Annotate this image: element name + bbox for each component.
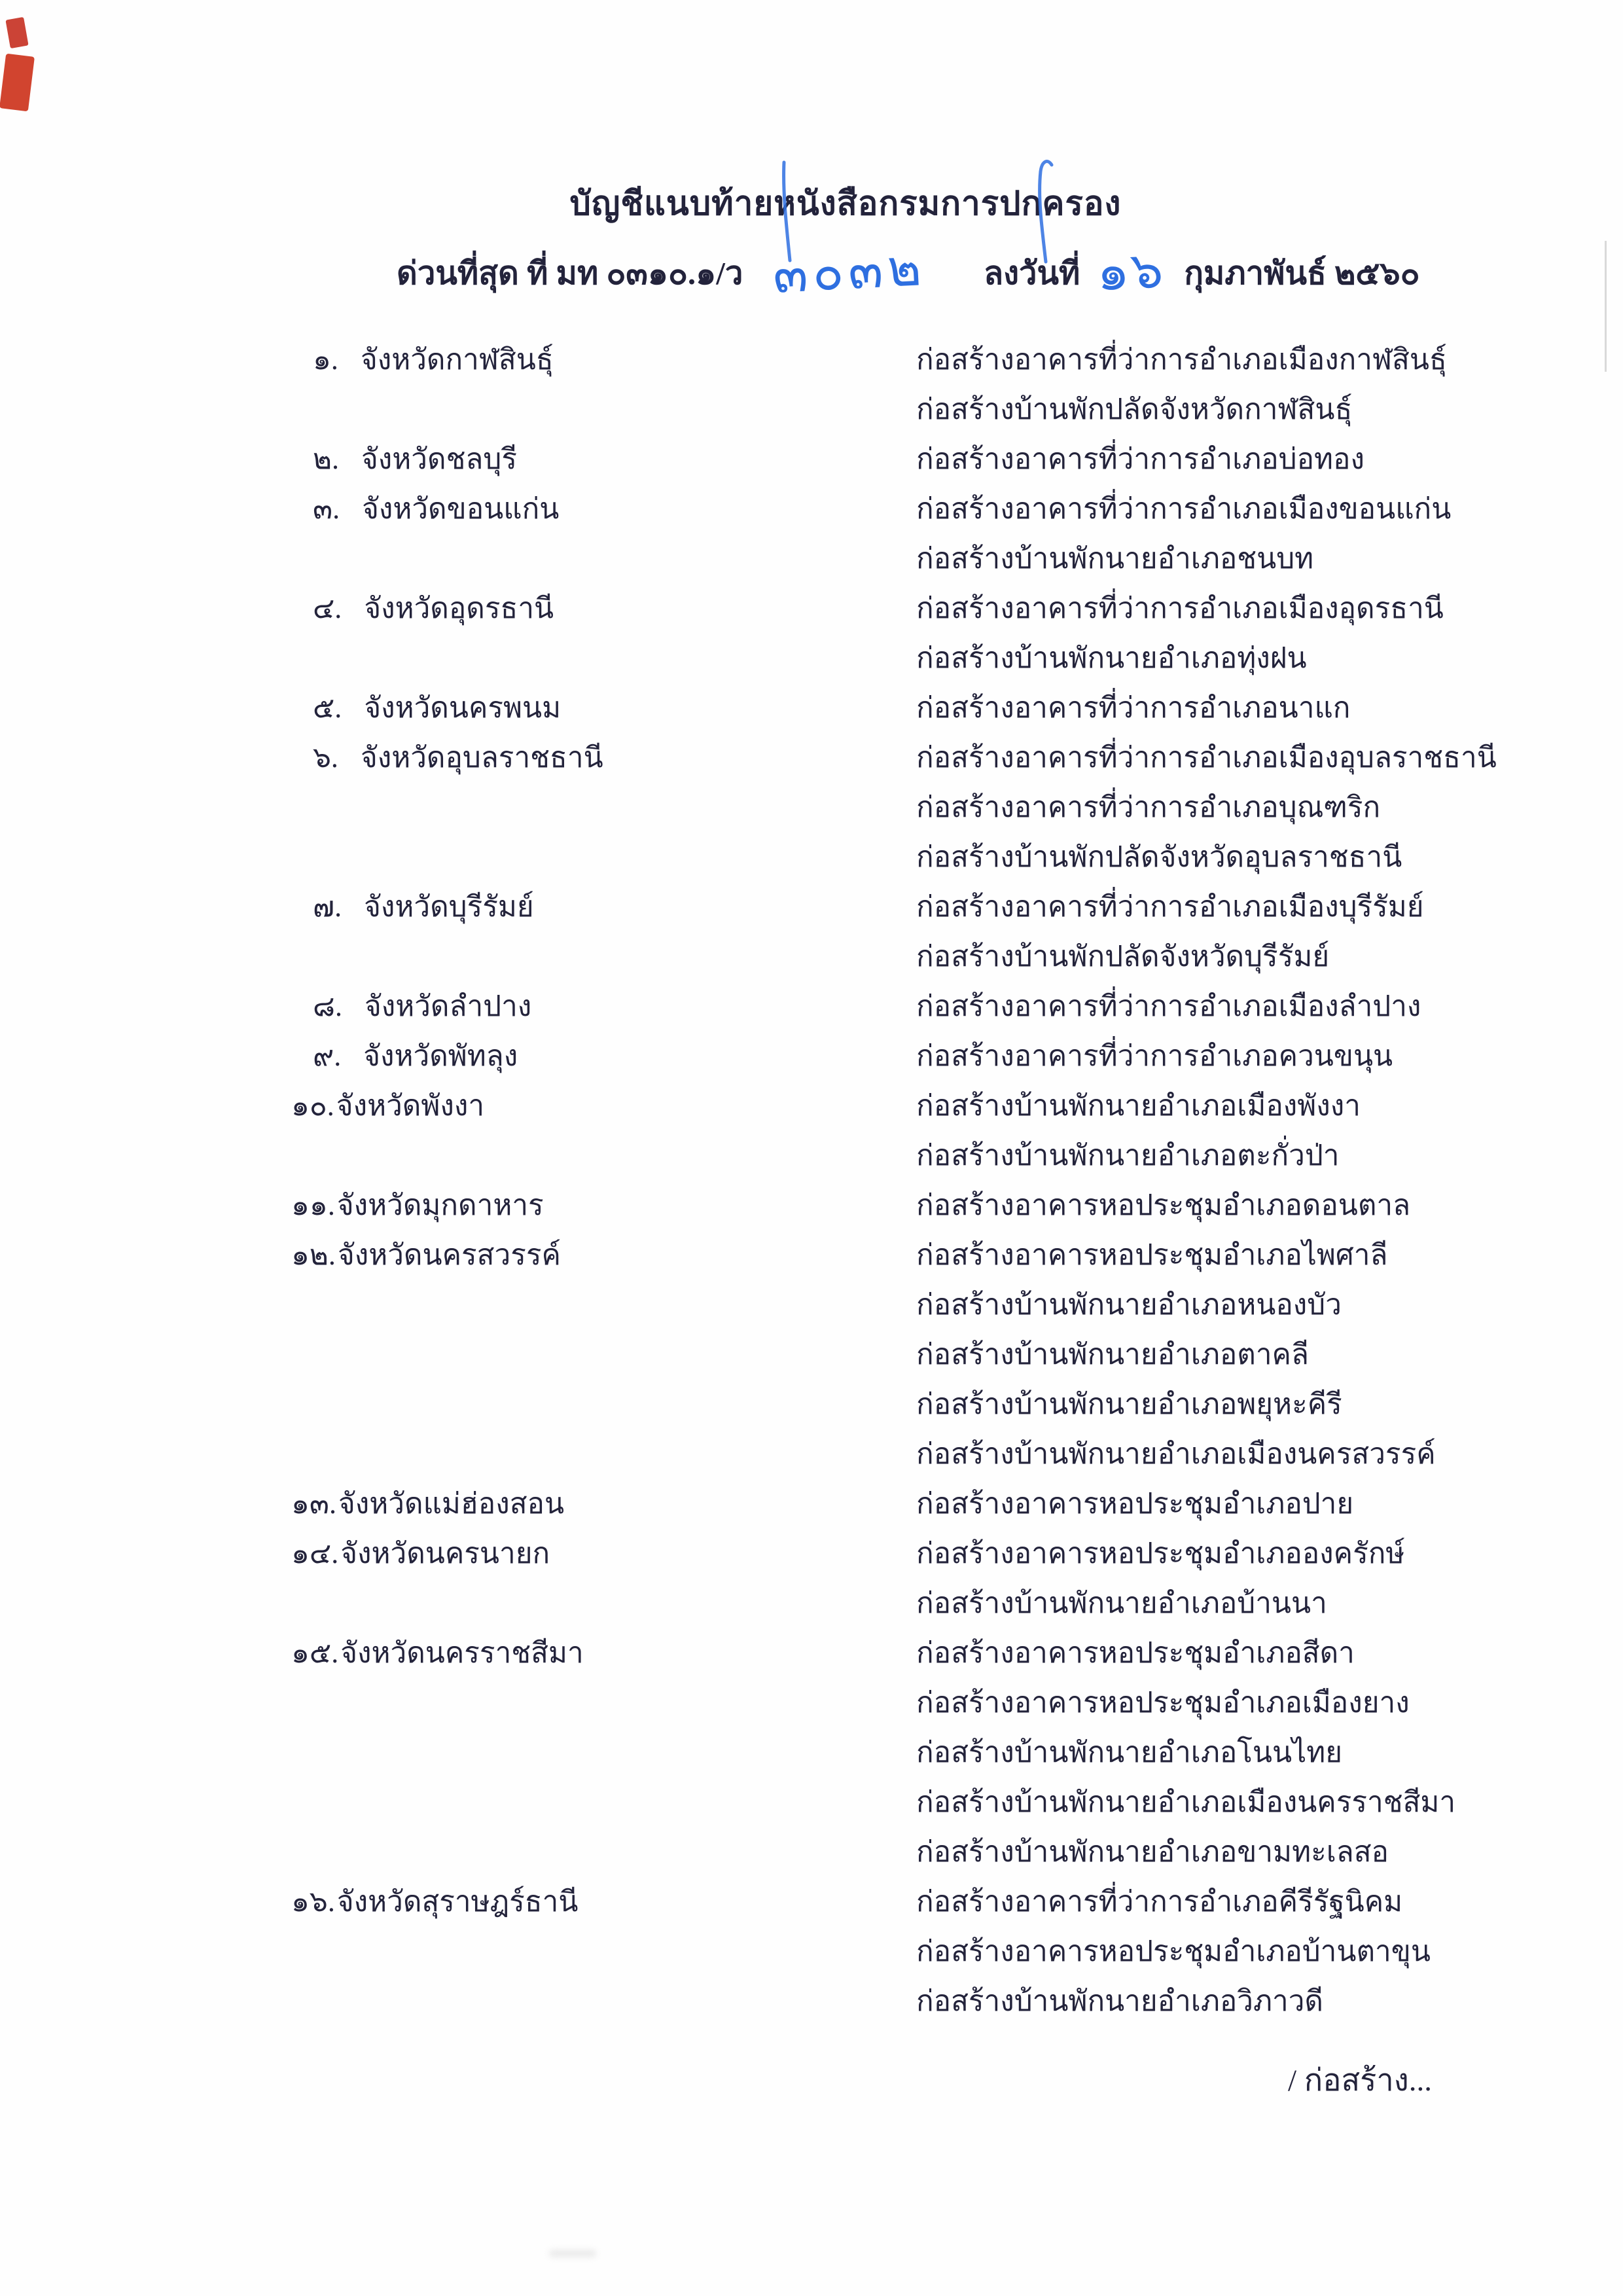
list-row — [0, 1083, 1623, 1132]
project-text: ก่อสร้างบ้านพักปลัดจังหวัดบุรีรัมย์ — [916, 941, 1330, 973]
list-row — [0, 834, 1623, 884]
project-cell — [916, 486, 1623, 531]
project-cell — [916, 1878, 1623, 1924]
project-text: ก่อสร้างอาคารที่ว่าการอำเภอเมืองกาฬสินธุ์ — [916, 344, 1447, 376]
province-name: จังหวัดแม่ฮ่องสอน — [338, 1488, 565, 1520]
item-number: ๙. — [313, 1040, 342, 1072]
province-name: จังหวัดนครสวรรค์ — [337, 1239, 561, 1271]
red-stamp-block-bottom — [0, 54, 35, 112]
province-cell — [0, 1232, 916, 1278]
item-number: ๓. — [313, 493, 340, 525]
project-text: ก่อสร้างอาคารหอประชุมอำเภอดอนตาล — [916, 1189, 1411, 1221]
list-row — [0, 1381, 1623, 1431]
project-text: ก่อสร้างบ้านพักนายอำเภอตาคลี — [916, 1338, 1309, 1371]
province-cell — [0, 734, 916, 780]
list-row — [0, 1282, 1623, 1331]
project-cell — [916, 734, 1623, 780]
item-number: ๑๒. — [291, 1239, 336, 1271]
list-row — [0, 1580, 1623, 1630]
project-cell — [916, 784, 1623, 830]
project-text: ก่อสร้างอาคารหอประชุมอำเภอไพศาลี — [916, 1239, 1388, 1271]
item-number: ๑๐. — [291, 1090, 334, 1122]
red-stamp-mark — [0, 12, 46, 130]
ref-prefix: ด่วนที่สุด ที่ มท ๐๓๑๐.๑/ว — [397, 255, 743, 291]
project-cell — [916, 933, 1623, 979]
project-text: ก่อสร้างอาคารหอประชุมอำเภอบ้านตาขุน — [916, 1935, 1431, 1967]
province-name: จังหวัดกาฬสินธุ์ — [360, 344, 554, 376]
item-number: ๑๑. — [291, 1189, 335, 1221]
project-cell — [916, 1978, 1623, 2024]
project-cell — [916, 1331, 1623, 1377]
item-number: ๔. — [313, 592, 342, 624]
list-row — [0, 685, 1623, 734]
project-text: ก่อสร้างอาคารที่ว่าการอำเภอเมืองขอนแก่น — [916, 493, 1452, 525]
list-row — [0, 1928, 1623, 1978]
project-cell — [916, 884, 1623, 929]
list-row — [0, 486, 1623, 535]
project-text: ก่อสร้างอาคารที่ว่าการอำเภอเมืองอุบลราชธานี — [916, 742, 1497, 774]
project-text: ก่อสร้างบ้านพักนายอำเภอทุ่งฝน — [916, 642, 1307, 674]
project-cell — [916, 983, 1623, 1029]
project-cell — [916, 1829, 1623, 1874]
province-cell — [0, 1182, 916, 1228]
province-name: จังหวัดอุดรธานี — [364, 592, 554, 624]
project-text: ก่อสร้างบ้านพักนายอำเภอขามทะเลสอ — [916, 1836, 1389, 1868]
project-cell — [916, 1630, 1623, 1676]
province-cell — [0, 1083, 916, 1128]
list-row — [0, 1530, 1623, 1580]
handwritten-day-number: ๑๖ — [1096, 241, 1166, 302]
list-row — [0, 983, 1623, 1033]
ref-date-label: ลงวันที่ — [984, 255, 1080, 291]
item-number: ๑๕. — [291, 1637, 339, 1669]
item-number: ๑๔. — [291, 1537, 339, 1570]
province-cell — [0, 336, 916, 382]
province-name: จังหวัดอุบลราชธานี — [360, 742, 603, 774]
project-text: ก่อสร้างอาคารที่ว่าการอำเภอเมืองอุดรธานี — [916, 592, 1444, 624]
province-cell — [0, 486, 916, 531]
province-cell — [0, 1878, 916, 1924]
province-name: จังหวัดนครพนม — [364, 692, 562, 724]
list-row — [0, 884, 1623, 933]
project-cell — [916, 535, 1623, 581]
project-text: ก่อสร้างอาคารที่ว่าการอำเภอคีรีรัฐนิคม — [916, 1886, 1403, 1918]
list-row — [0, 1829, 1623, 1878]
project-cell — [916, 1679, 1623, 1725]
project-text: ก่อสร้างบ้านพักปลัดจังหวัดกาฬสินธุ์ — [916, 393, 1353, 425]
project-cell — [916, 1381, 1623, 1427]
project-text: ก่อสร้างอาคารที่ว่าการอำเภอควนขนุน — [916, 1040, 1393, 1072]
province-name: จังหวัดมุกดาหาร — [336, 1189, 544, 1221]
list-row — [0, 1033, 1623, 1083]
list-row — [0, 1331, 1623, 1381]
province-cell — [0, 1480, 916, 1526]
item-number: ๑๖. — [291, 1886, 335, 1918]
ref-month-year: กุมภาพันธ์ ๒๕๖๐ — [1184, 255, 1420, 291]
list-row — [0, 436, 1623, 486]
province-cell — [0, 1630, 916, 1676]
list-row — [0, 933, 1623, 983]
project-text: ก่อสร้างบ้านพักนายอำเภอหนองบัว — [916, 1289, 1342, 1321]
project-cell — [916, 1282, 1623, 1327]
project-text: ก่อสร้างอาคารที่ว่าการอำเภอเมืองลำปาง — [916, 990, 1421, 1022]
project-text: ก่อสร้างอาคารที่ว่าการอำเภอบ่อทอง — [916, 443, 1364, 475]
list-row — [0, 1779, 1623, 1829]
project-text: ก่อสร้างอาคารที่ว่าการอำเภอนาแก — [916, 692, 1351, 724]
province-name: จังหวัดพัทลุง — [363, 1040, 518, 1072]
project-cell — [916, 685, 1623, 730]
list-row — [0, 1182, 1623, 1232]
province-cell — [0, 884, 916, 929]
province-name: จังหวัดสุราษฎร์ธานี — [336, 1886, 579, 1918]
project-text: ก่อสร้างอาคารหอประชุมอำเภอปาย — [916, 1488, 1354, 1520]
project-cell — [916, 1779, 1623, 1825]
project-cell — [916, 1033, 1623, 1079]
list-row — [0, 1679, 1623, 1729]
list-row — [0, 1729, 1623, 1779]
item-number: ๘. — [313, 990, 342, 1022]
list-row — [0, 635, 1623, 685]
item-number: ๗. — [313, 891, 342, 923]
project-cell — [916, 436, 1623, 482]
project-text: ก่อสร้างบ้านพักนายอำเภอตะกั่วป่า — [916, 1139, 1340, 1172]
list-row — [0, 1630, 1623, 1679]
list-row — [0, 535, 1623, 585]
reference-line — [397, 238, 1420, 304]
list-row — [0, 734, 1623, 784]
project-cell — [916, 635, 1623, 681]
province-name: จังหวัดพังงา — [336, 1090, 485, 1122]
list-row — [0, 1431, 1623, 1480]
province-list — [0, 336, 1623, 2028]
project-cell — [916, 1928, 1623, 1974]
province-name: จังหวัดนครนายก — [340, 1537, 550, 1570]
project-cell — [916, 386, 1623, 432]
province-cell — [0, 983, 916, 1029]
item-number: ๕. — [313, 692, 342, 724]
list-row — [0, 1978, 1623, 2028]
item-number: ๒. — [313, 443, 340, 475]
province-name: จังหวัดขอนแก่น — [362, 493, 560, 525]
list-row — [0, 1480, 1623, 1530]
project-text: ก่อสร้างบ้านพักนายอำเภอโนนไทย — [916, 1736, 1342, 1768]
province-cell — [0, 1033, 916, 1079]
project-cell — [916, 1480, 1623, 1526]
project-cell — [916, 585, 1623, 631]
list-row — [0, 784, 1623, 834]
project-text: ก่อสร้างอาคารหอประชุมอำเภอสีดา — [916, 1637, 1355, 1669]
project-cell — [916, 1132, 1623, 1178]
project-cell — [916, 1232, 1623, 1278]
project-cell — [916, 1729, 1623, 1775]
list-row — [0, 1132, 1623, 1182]
project-text: ก่อสร้างบ้านพักปลัดจังหวัดอุบลราชธานี — [916, 841, 1402, 873]
project-cell — [916, 1580, 1623, 1626]
province-name: จังหวัดชลบุรี — [361, 443, 517, 475]
province-name: จังหวัดนครราชสีมา — [340, 1637, 584, 1669]
list-row — [0, 585, 1623, 635]
list-row — [0, 1878, 1623, 1928]
project-text: ก่อสร้างบ้านพักนายอำเภอวิภาวดี — [916, 1985, 1323, 2017]
list-row — [0, 386, 1623, 436]
item-number: ๑๓. — [291, 1488, 337, 1520]
project-cell — [916, 1530, 1623, 1576]
province-cell — [0, 685, 916, 730]
item-number: ๑. — [313, 344, 338, 376]
red-stamp-block-top — [5, 17, 28, 48]
project-text: ก่อสร้างบ้านพักนายอำเภอเมืองนครสวรรค์ — [916, 1438, 1436, 1470]
scan-artifact-line — [1605, 241, 1607, 372]
province-cell — [0, 1530, 916, 1576]
project-cell — [916, 1182, 1623, 1228]
project-text: ก่อสร้างบ้านพักนายอำเภอชนบท — [916, 543, 1314, 575]
province-cell — [0, 585, 916, 631]
project-text: ก่อสร้างอาคารที่ว่าการอำเภอบุณฑริก — [916, 791, 1381, 823]
continuation-note: / ก่อสร้าง... — [1287, 2064, 1432, 2098]
project-cell — [916, 1083, 1623, 1128]
project-text: ก่อสร้างบ้านพักนายอำเภอเมืองนครราชสีมา — [916, 1786, 1456, 1818]
province-cell — [0, 436, 916, 482]
scan-artifact-smudge — [550, 2250, 596, 2257]
project-text: ก่อสร้างบ้านพักนายอำเภอเมืองพังงา — [916, 1090, 1361, 1122]
project-text: ก่อสร้างอาคารหอประชุมอำเภอเมืองยาง — [916, 1687, 1410, 1719]
project-text: ก่อสร้างอาคารหอประชุมอำเภอองครักษ์ — [916, 1537, 1405, 1570]
province-name: จังหวัดลำปาง — [364, 990, 532, 1022]
project-text: ก่อสร้างบ้านพักนายอำเภอพยุหะคีรี — [916, 1388, 1342, 1420]
project-cell — [916, 834, 1623, 880]
project-text: ก่อสร้างอาคารที่ว่าการอำเภอเมืองบุรีรัมย์ — [916, 891, 1424, 923]
item-number: ๖. — [313, 742, 338, 774]
list-row — [0, 336, 1623, 386]
list-row — [0, 1232, 1623, 1282]
project-cell — [916, 1431, 1623, 1477]
handwritten-doc-number: ๓๐๓๒ — [772, 238, 928, 304]
province-name: จังหวัดบุรีรัมย์ — [364, 891, 534, 923]
project-text: ก่อสร้างบ้านพักนายอำเภอบ้านนา — [916, 1587, 1327, 1619]
page-title: บัญชีแนบท้ายหนังสือกรมการปกครอง — [569, 186, 1122, 223]
project-cell — [916, 336, 1623, 382]
